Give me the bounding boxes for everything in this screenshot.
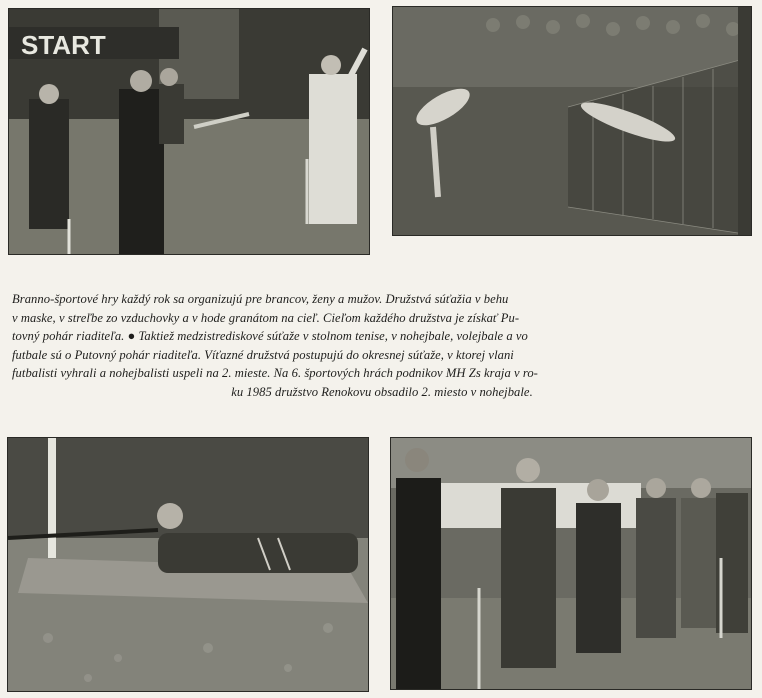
caption-line-3a: tovný pohár riaditeľa. [12, 329, 125, 343]
caption-line-3b: Taktiež medzistrediskové súťaže v stolnom tenise, v nohejbale, volejbale a vo [138, 329, 528, 343]
bullet-icon: ● [127, 329, 136, 343]
banner-text: START [21, 30, 106, 60]
caption-line-6: ku 1985 družstvo Renokovu obsadilo 2. miesto v nohejbale. [231, 384, 533, 399]
caption [12, 290, 752, 401]
photo-group [390, 437, 752, 690]
photo-net-jump [392, 6, 752, 236]
caption-line-5: futbalisti vyhrali a nohejbalisti uspeli na 2. mieste. Na 6. športových hrách podnikov MH Zs kraja v ro- [12, 366, 538, 380]
photo-shooter [7, 437, 369, 692]
caption-line-4: futbale sú o Putovný pohár riaditeľa. Víťazné družstvá postupujú do okresnej súťaže, v ktorej vlani [12, 347, 514, 362]
caption-line-3 [12, 327, 752, 346]
caption-line-2: v maske, v streľbe zo vzduchovky a v hode granátom na cieľ. Cieľom každého družstva je získať Pu- [12, 310, 520, 325]
caption-line-1: Branno-športové hry každý rok sa organizujú pre brancov, ženy a mužov. Družstvá súťažia v behu [12, 292, 509, 306]
photo-start-banner [8, 8, 370, 255]
